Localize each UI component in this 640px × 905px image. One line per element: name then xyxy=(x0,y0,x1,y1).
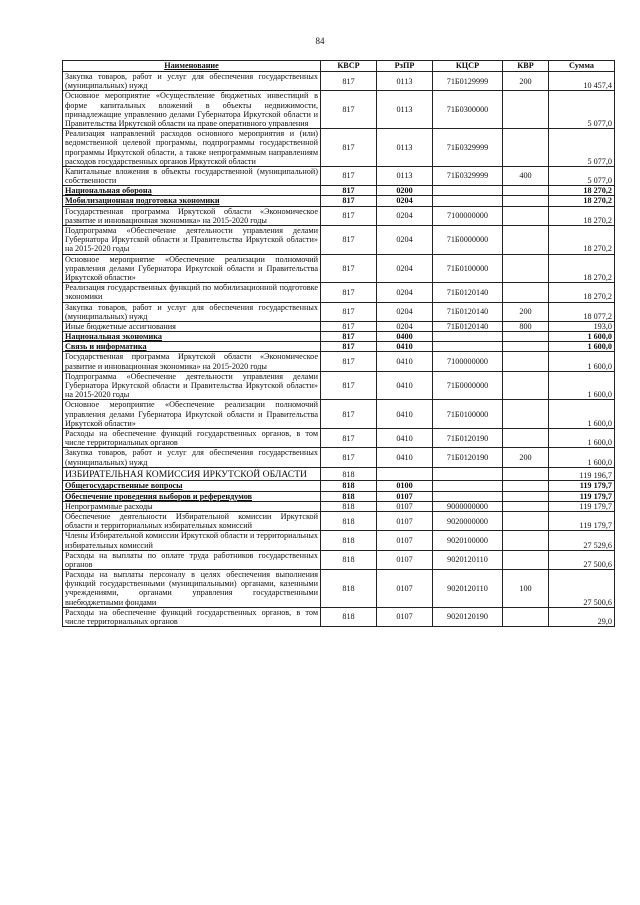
table-row xyxy=(63,570,615,608)
cell-ksvr: 817 xyxy=(321,428,377,447)
table-row xyxy=(63,186,615,196)
cell-name: ИЗБИРАТЕЛЬНАЯ КОМИССИЯ ИРКУТСКОЙ ОБЛАСТИ xyxy=(63,467,321,481)
cell-ktssr xyxy=(433,332,503,342)
cell-rzpr: 0204 xyxy=(377,254,433,283)
cell-ksvr: 817 xyxy=(321,254,377,283)
cell-kvr xyxy=(503,186,549,196)
cell-name: Иные бюджетные ассигнования xyxy=(63,321,321,331)
cell-name: Государственная программа Иркутской области «Экономическое развитие и инновационная экономика» на 2015-2020 годы xyxy=(63,352,321,371)
cell-sum: 27 500,6 xyxy=(549,570,615,608)
cell-name: Основное мероприятие «Осуществление бюджетных инвестиций в форме капитальных вложений в объекты недвижимости, принадлежащие управлению делами Губернатора Иркутской области и Правительства Иркутской области на праве оперативного управления xyxy=(63,91,321,129)
cell-ktssr: 9020000000 xyxy=(433,511,503,530)
table-row xyxy=(63,371,615,400)
cell-ktssr: 71Б0000000 xyxy=(433,371,503,400)
cell-ksvr: 818 xyxy=(321,531,377,550)
cell-name: Национальная оборона xyxy=(63,186,321,196)
cell-sum: 119 179,7 xyxy=(549,511,615,530)
cell-ksvr: 817 xyxy=(321,129,377,167)
cell-ktssr xyxy=(433,186,503,196)
table-row xyxy=(63,196,615,206)
cell-sum: 119 179,7 xyxy=(549,491,615,501)
table-row xyxy=(63,550,615,569)
cell-sum: 119 179,7 xyxy=(549,501,615,511)
cell-rzpr: 0204 xyxy=(377,196,433,206)
cell-name: Подпрограмма «Обеспечение деятельности управления делами Губернатора Иркутской области и Правительства Иркутской области» на 2015-2020 годы xyxy=(63,371,321,400)
cell-kvr xyxy=(503,371,549,400)
cell-rzpr: 0113 xyxy=(377,91,433,129)
table-row xyxy=(63,448,615,467)
cell-ktssr: 71Б0120190 xyxy=(433,428,503,447)
cell-sum: 18 270,2 xyxy=(549,254,615,283)
table-row xyxy=(63,129,615,167)
cell-rzpr: 0107 xyxy=(377,511,433,530)
cell-rzpr: 0410 xyxy=(377,428,433,447)
cell-name: Реализация направлений расходов основного мероприятия и (или) ведомственной целевой программы, подпрограммы государственной программы Иркутской области, а также непрограммным направлениям расходов государственных органов Иркутской области xyxy=(63,129,321,167)
cell-sum: 18 270,2 xyxy=(549,226,615,255)
cell-name: Обеспечение деятельности Избирательной комиссии Иркутской области и территориальных избирательных комиссий xyxy=(63,511,321,530)
cell-ksvr: 818 xyxy=(321,481,377,491)
cell-rzpr: 0204 xyxy=(377,321,433,331)
cell-rzpr: 0204 xyxy=(377,206,433,225)
cell-name: Обеспечение проведения выборов и референдумов xyxy=(63,491,321,501)
table-row xyxy=(63,481,615,491)
header-sum: Сумма xyxy=(549,61,615,72)
cell-ktssr: 71Б0120190 xyxy=(433,448,503,467)
cell-kvr xyxy=(503,91,549,129)
cell-name: Связь и информатика xyxy=(63,342,321,352)
cell-ktssr: 7100000000 xyxy=(433,352,503,371)
table-row xyxy=(63,428,615,447)
cell-kvr: 800 xyxy=(503,321,549,331)
table-row xyxy=(63,400,615,429)
cell-name: Национальная экономика xyxy=(63,332,321,342)
table-row xyxy=(63,501,615,511)
table-row xyxy=(63,531,615,550)
header-kvr: КВР xyxy=(503,61,549,72)
table-row xyxy=(63,342,615,352)
header-ksvr: КВСР xyxy=(321,61,377,72)
budget-table xyxy=(62,60,615,627)
cell-sum: 5 077,0 xyxy=(549,166,615,185)
cell-sum: 18 270,2 xyxy=(549,186,615,196)
cell-kvr xyxy=(503,400,549,429)
cell-name: Закупка товаров, работ и услуг для обеспечения государственных (муниципальных) нужд xyxy=(63,302,321,321)
cell-rzpr: 0113 xyxy=(377,129,433,167)
cell-rzpr: 0100 xyxy=(377,481,433,491)
cell-kvr: 200 xyxy=(503,302,549,321)
table-row xyxy=(63,607,615,626)
cell-name: Основное мероприятие «Обеспечение реализации полномочий управления делами Губернатора Иркутской области и Правительства Иркутской области» xyxy=(63,254,321,283)
cell-kvr xyxy=(503,428,549,447)
cell-ksvr: 818 xyxy=(321,511,377,530)
cell-ksvr: 817 xyxy=(321,186,377,196)
cell-kvr: 100 xyxy=(503,570,549,608)
table-row xyxy=(63,491,615,501)
cell-ktssr: 71Б0300000 xyxy=(433,91,503,129)
cell-ksvr: 817 xyxy=(321,448,377,467)
cell-ktssr: 71Б0329999 xyxy=(433,129,503,167)
cell-ksvr: 817 xyxy=(321,72,377,91)
table-row xyxy=(63,467,615,481)
cell-rzpr: 0107 xyxy=(377,501,433,511)
cell-sum: 10 457,4 xyxy=(549,72,615,91)
cell-name: Подпрограмма «Обеспечение деятельности управления делами Губернатора Иркутской области и Правительства Иркутской области» на 2015-2020 годы xyxy=(63,226,321,255)
cell-rzpr: 0410 xyxy=(377,400,433,429)
cell-ktssr: 9020120110 xyxy=(433,550,503,569)
cell-sum: 18 077,2 xyxy=(549,302,615,321)
cell-kvr: 400 xyxy=(503,166,549,185)
header-rzpr: РзПР xyxy=(377,61,433,72)
cell-sum: 29,0 xyxy=(549,607,615,626)
cell-rzpr: 0107 xyxy=(377,570,433,608)
cell-ktssr: 71Б0100000 xyxy=(433,400,503,429)
table-row xyxy=(63,254,615,283)
cell-kvr xyxy=(503,352,549,371)
cell-rzpr: 0410 xyxy=(377,342,433,352)
cell-rzpr: 0107 xyxy=(377,607,433,626)
cell-rzpr: 0113 xyxy=(377,166,433,185)
cell-name: Реализация государственных функций по мобилизационной подготовке экономики xyxy=(63,283,321,302)
cell-sum: 27 500,6 xyxy=(549,550,615,569)
cell-ktssr: 71Б0120140 xyxy=(433,283,503,302)
cell-rzpr: 0204 xyxy=(377,283,433,302)
cell-ksvr: 817 xyxy=(321,283,377,302)
cell-sum: 18 270,2 xyxy=(549,206,615,225)
cell-rzpr: 0107 xyxy=(377,491,433,501)
cell-ktssr xyxy=(433,491,503,501)
cell-sum: 119 179,7 xyxy=(549,481,615,491)
cell-ksvr: 818 xyxy=(321,491,377,501)
cell-name: Расходы на обеспечение функций государственных органов, в том числе территориальных органов xyxy=(63,428,321,447)
cell-ktssr: 9000000000 xyxy=(433,501,503,511)
cell-ksvr: 817 xyxy=(321,91,377,129)
cell-ksvr: 817 xyxy=(321,166,377,185)
cell-name: Основное мероприятие «Обеспечение реализации полномочий управления делами Губернатора Иркутской области и Правительства Иркутской области» xyxy=(63,400,321,429)
cell-ktssr xyxy=(433,342,503,352)
table-row xyxy=(63,321,615,331)
cell-ktssr xyxy=(433,481,503,491)
table-header-row xyxy=(63,61,615,72)
cell-ksvr: 818 xyxy=(321,607,377,626)
table-row xyxy=(63,511,615,530)
cell-ktssr: 7100000000 xyxy=(433,206,503,225)
cell-rzpr xyxy=(377,467,433,481)
cell-kvr xyxy=(503,550,549,569)
cell-sum: 1 600,0 xyxy=(549,400,615,429)
cell-sum: 18 270,2 xyxy=(549,283,615,302)
cell-ksvr: 818 xyxy=(321,467,377,481)
cell-kvr xyxy=(503,531,549,550)
table-row xyxy=(63,352,615,371)
cell-rzpr: 0107 xyxy=(377,550,433,569)
cell-name: Общегосударственные вопросы xyxy=(63,481,321,491)
cell-ktssr: 9020100000 xyxy=(433,531,503,550)
cell-kvr xyxy=(503,607,549,626)
cell-ksvr: 817 xyxy=(321,332,377,342)
cell-sum: 1 600,0 xyxy=(549,342,615,352)
table-row xyxy=(63,206,615,225)
cell-ktssr: 71Б0129999 xyxy=(433,72,503,91)
table-row xyxy=(63,283,615,302)
cell-kvr xyxy=(503,501,549,511)
table-row xyxy=(63,332,615,342)
cell-ktssr xyxy=(433,467,503,481)
cell-rzpr: 0410 xyxy=(377,371,433,400)
cell-ktssr: 71Б0120140 xyxy=(433,321,503,331)
cell-sum: 5 077,0 xyxy=(549,129,615,167)
cell-ksvr: 817 xyxy=(321,352,377,371)
cell-ktssr: 71Б0329999 xyxy=(433,166,503,185)
cell-kvr: 200 xyxy=(503,72,549,91)
cell-kvr xyxy=(503,467,549,481)
cell-kvr xyxy=(503,226,549,255)
cell-kvr xyxy=(503,129,549,167)
header-name: Наименование xyxy=(63,61,321,72)
cell-name: Закупка товаров, работ и услуг для обеспечения государственных (муниципальных) нужд xyxy=(63,448,321,467)
cell-kvr xyxy=(503,511,549,530)
cell-ksvr: 817 xyxy=(321,342,377,352)
cell-name: Расходы на обеспечение функций государственных органов, в том числе территориальных органов xyxy=(63,607,321,626)
cell-rzpr: 0200 xyxy=(377,186,433,196)
cell-sum: 5 077,0 xyxy=(549,91,615,129)
table-row xyxy=(63,226,615,255)
cell-ksvr: 817 xyxy=(321,206,377,225)
cell-ksvr: 817 xyxy=(321,226,377,255)
cell-kvr xyxy=(503,332,549,342)
cell-kvr xyxy=(503,491,549,501)
cell-rzpr: 0204 xyxy=(377,226,433,255)
cell-sum: 1 600,0 xyxy=(549,371,615,400)
cell-sum: 18 270,2 xyxy=(549,196,615,206)
cell-rzpr: 0410 xyxy=(377,352,433,371)
cell-ktssr: 71Б0100000 xyxy=(433,254,503,283)
cell-kvr xyxy=(503,283,549,302)
cell-name: Мобилизационная подготовка экономики xyxy=(63,196,321,206)
cell-ksvr: 818 xyxy=(321,550,377,569)
cell-ksvr: 818 xyxy=(321,570,377,608)
cell-ksvr: 817 xyxy=(321,196,377,206)
cell-kvr xyxy=(503,206,549,225)
cell-ktssr: 9020120190 xyxy=(433,607,503,626)
cell-ksvr: 817 xyxy=(321,400,377,429)
cell-ksvr: 817 xyxy=(321,371,377,400)
cell-sum: 193,0 xyxy=(549,321,615,331)
cell-ksvr: 817 xyxy=(321,302,377,321)
cell-name: Капитальные вложения в объекты государственной (муниципальной) собственности xyxy=(63,166,321,185)
cell-name: Непрограммные расходы xyxy=(63,501,321,511)
cell-ktssr xyxy=(433,196,503,206)
cell-rzpr: 0113 xyxy=(377,72,433,91)
header-ktssr: КЦСР xyxy=(433,61,503,72)
cell-ktssr: 71Б0120140 xyxy=(433,302,503,321)
cell-name: Государственная программа Иркутской области «Экономическое развитие и инновационная экономика» на 2015-2020 годы xyxy=(63,206,321,225)
cell-sum: 1 600,0 xyxy=(549,332,615,342)
table-row xyxy=(63,166,615,185)
cell-rzpr: 0204 xyxy=(377,302,433,321)
cell-ktssr: 71Б0000000 xyxy=(433,226,503,255)
cell-sum: 1 600,0 xyxy=(549,428,615,447)
page-number: 84 xyxy=(315,36,325,46)
cell-name: Члены Избирательной комиссии Иркутской области и территориальных избирательных комиссий xyxy=(63,531,321,550)
table-row xyxy=(63,302,615,321)
cell-ksvr: 818 xyxy=(321,501,377,511)
cell-kvr xyxy=(503,254,549,283)
cell-kvr: 200 xyxy=(503,448,549,467)
cell-kvr xyxy=(503,481,549,491)
cell-kvr xyxy=(503,342,549,352)
cell-sum: 1 600,0 xyxy=(549,448,615,467)
table-row xyxy=(63,91,615,129)
cell-sum: 27 529,6 xyxy=(549,531,615,550)
cell-name: Расходы на выплаты персоналу в целях обеспечения выполнения функций государственными (муниципальными) органами, казенными учреждениями, органами управления государственными внебюджетными фондами xyxy=(63,570,321,608)
cell-name: Расходы на выплаты по оплате труда работников государственных органов xyxy=(63,550,321,569)
cell-ktssr: 9020120110 xyxy=(433,570,503,608)
cell-name: Закупка товаров, работ и услуг для обеспечения государственных (муниципальных) нужд xyxy=(63,72,321,91)
cell-kvr xyxy=(503,196,549,206)
cell-sum: 119 196,7 xyxy=(549,467,615,481)
cell-ksvr: 817 xyxy=(321,321,377,331)
cell-sum: 1 600,0 xyxy=(549,352,615,371)
table-row xyxy=(63,72,615,91)
cell-rzpr: 0107 xyxy=(377,531,433,550)
cell-rzpr: 0410 xyxy=(377,448,433,467)
cell-rzpr: 0400 xyxy=(377,332,433,342)
